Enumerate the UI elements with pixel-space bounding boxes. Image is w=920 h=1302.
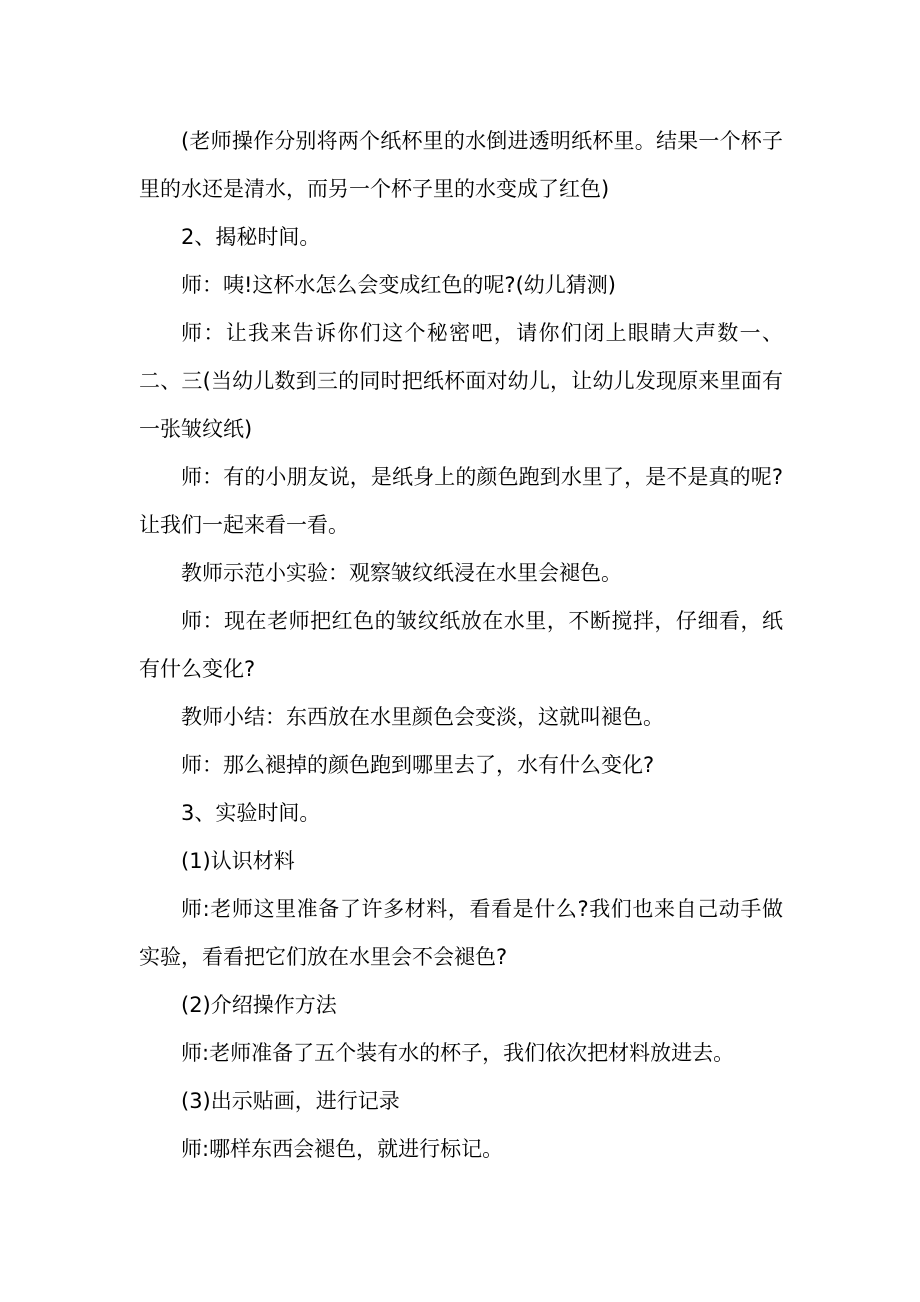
paragraph-teacher-materials: 师:老师这里准备了许多材料，看看是什么?我们也来自己动手做实验，看看把它们放在水里会不会褪色? [139,897,783,969]
paragraph-step-method: (2)介绍操作方法 [181,993,337,1017]
paragraph-teacher-cups: 师:老师准备了五个装有水的杯子，我们依次把材料放进去。 [181,1041,735,1065]
paragraph-teacher-color: 师：有的小朋友说，是纸身上的颜色跑到水里了，是不是真的呢?让我们一起来看一看。 [139,465,783,537]
paragraph-teacher-secret: 师：让我来告诉你们这个秘密吧，请你们闭上眼睛大声数一、二、三(当幼儿数到三的同时把纸杯面对幼儿，让幼儿发现原来里面有一张皱纹纸) [139,321,783,441]
paragraph-teacher-summary: 教师小结：东西放在水里颜色会变淡，这就叫褪色。 [181,705,664,729]
document-body [139,117,783,1173]
paragraph-teacher-stir: 师：现在老师把红色的皱纹纸放在水里，不断搅拌，仔细看，纸有什么变化? [139,609,783,681]
paragraph-section-reveal: 2、揭秘时间。 [181,225,321,249]
paragraph-step-materials: (1)认识材料 [181,849,295,873]
paragraph-experiment-result: (老师操作分别将两个纸杯里的水倒进透明纸杯里。结果一个杯子里的水还是清水，而另一个杯子里的水变成了红色) [139,129,783,201]
paragraph-section-experiment: 3、实验时间。 [181,801,321,825]
paragraph-step-record: (3)出示贴画，进行记录 [181,1089,400,1113]
paragraph-demo-experiment: 教师示范小实验：观察皱纹纸浸在水里会褪色。 [181,561,622,585]
paragraph-teacher-question: 师：咦!这杯水怎么会变成红色的呢?(幼儿猜测) [181,273,616,297]
paragraph-teacher-water-change: 师：那么褪掉的颜色跑到哪里去了，水有什么变化? [181,753,655,777]
paragraph-teacher-mark: 师:哪样东西会褪色，就进行标记。 [181,1137,504,1161]
